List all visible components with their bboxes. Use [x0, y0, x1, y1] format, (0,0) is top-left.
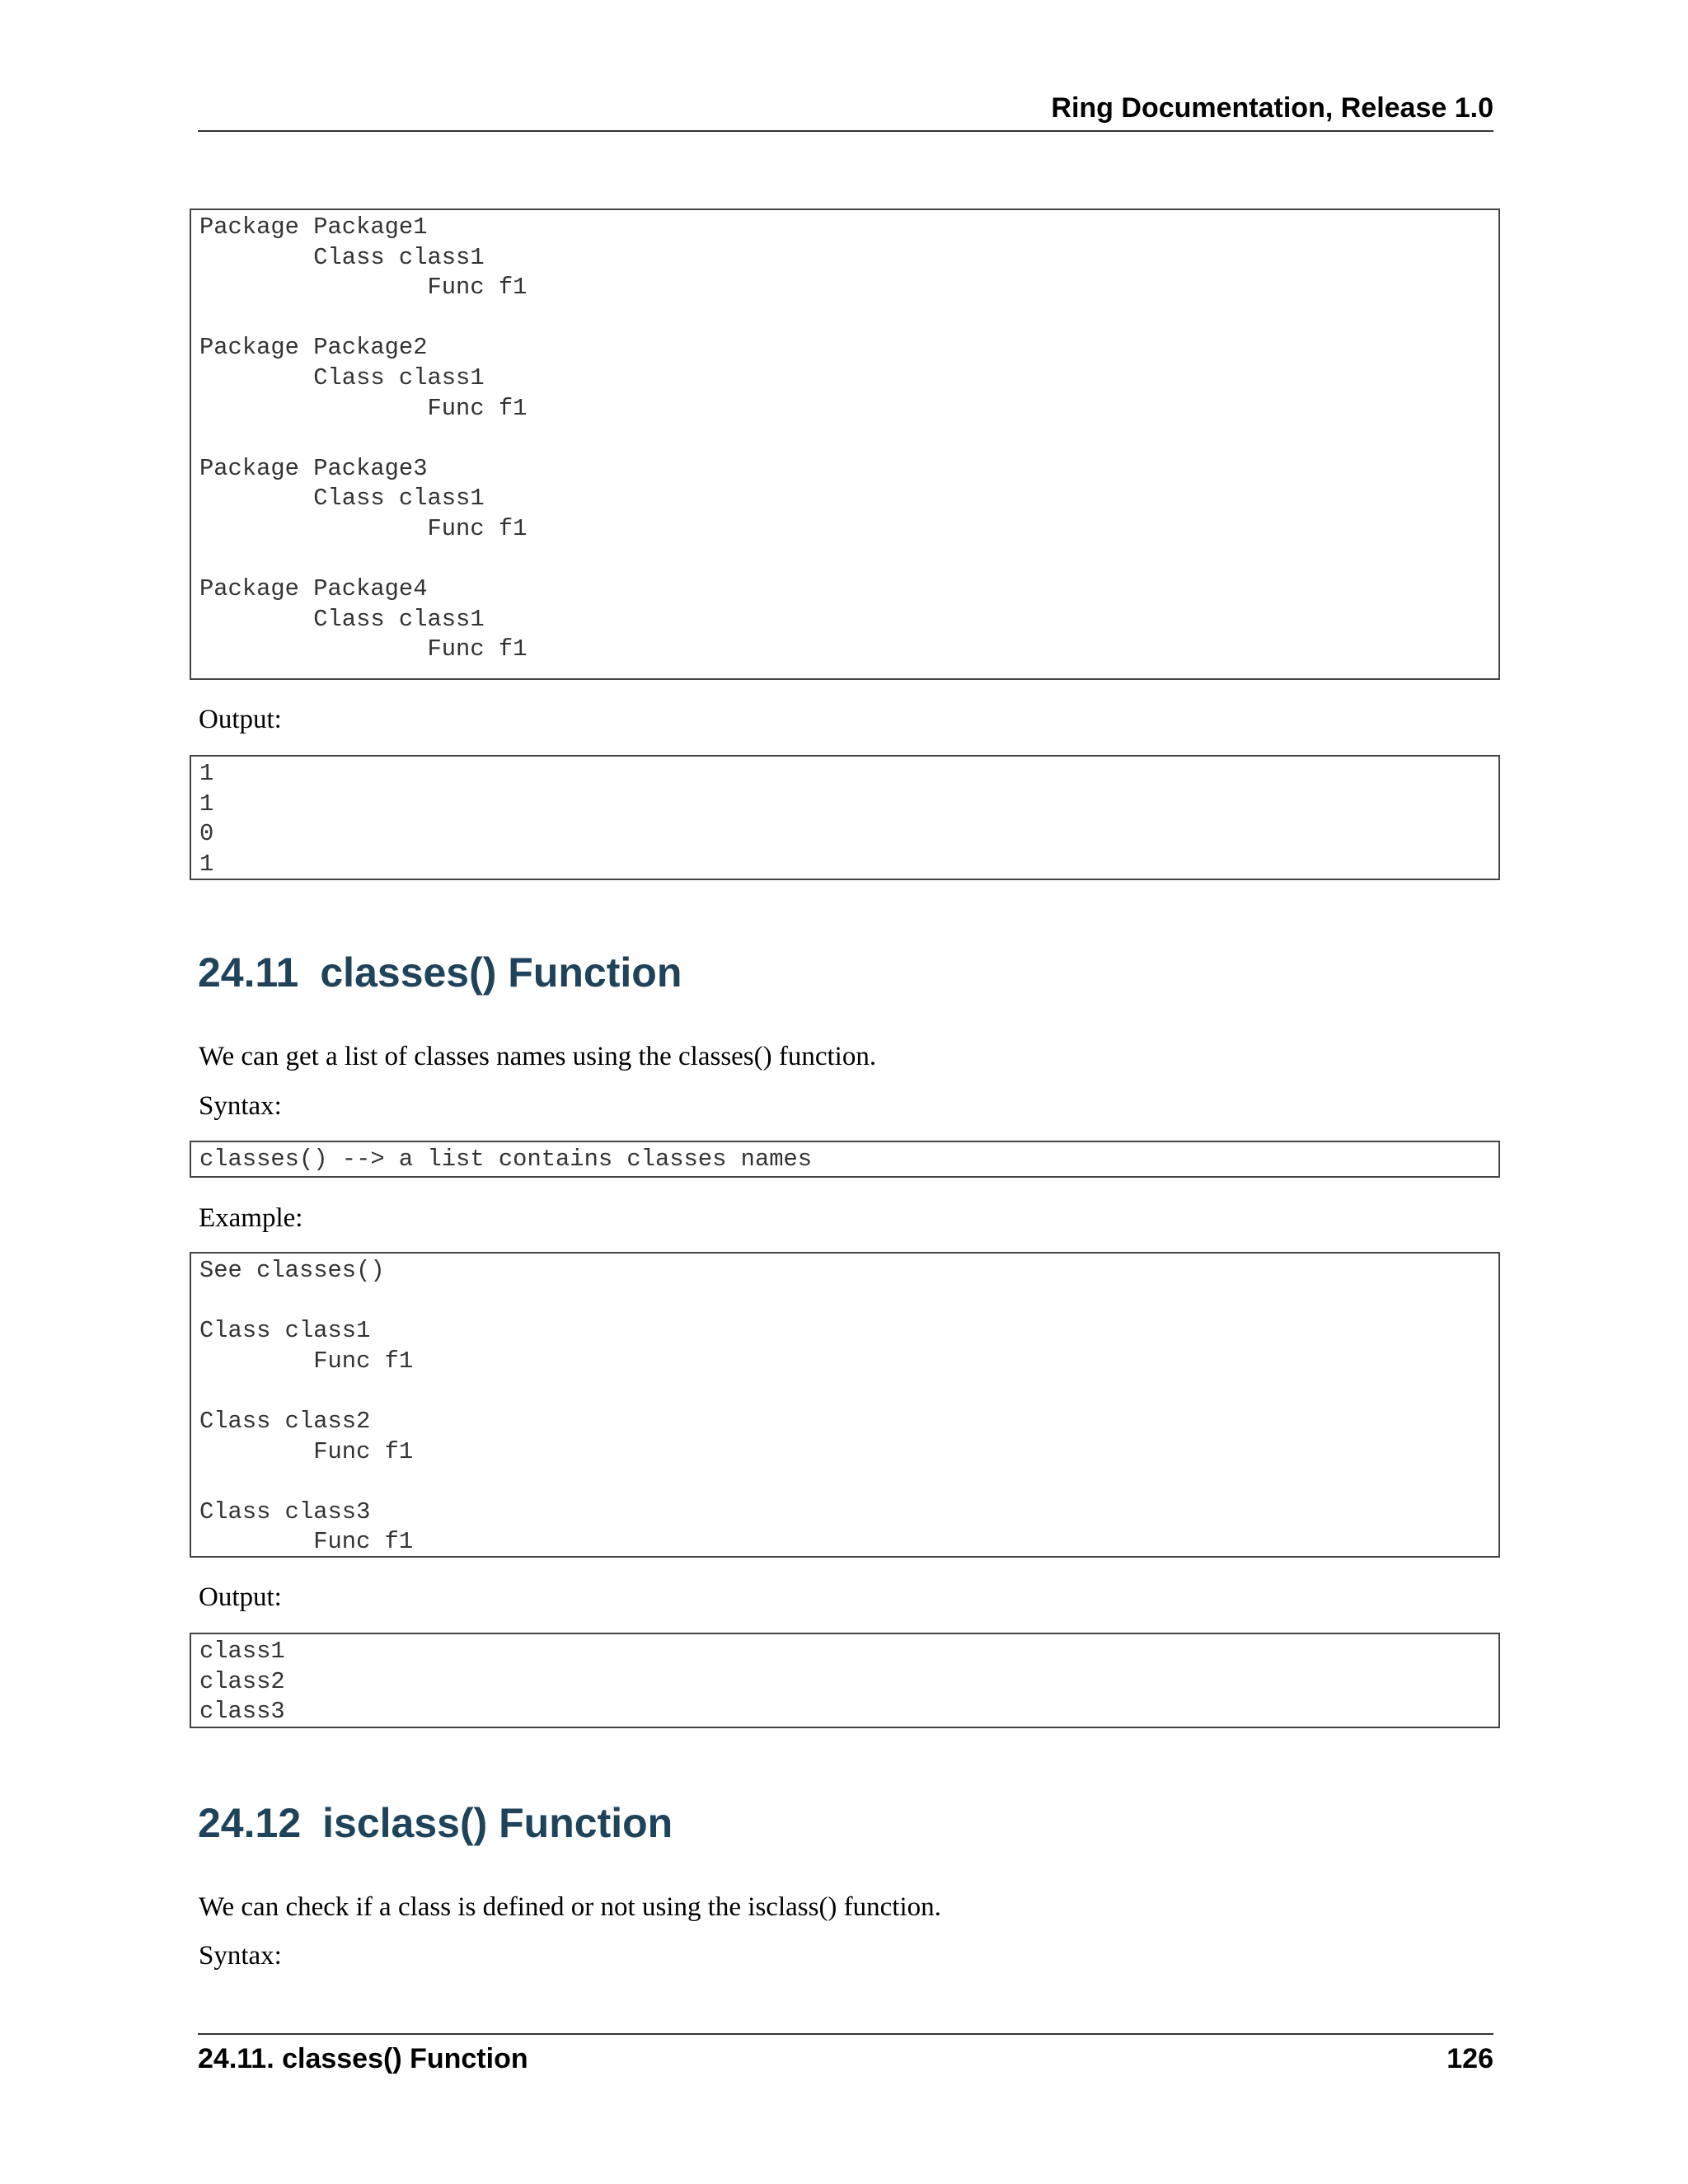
- footer-section-title: 24.11. classes() Function: [198, 2043, 528, 2074]
- output-label: Output:: [199, 1582, 282, 1612]
- page-number: 126: [1447, 2043, 1493, 2074]
- section-description: We can check if a class is defined or not using the isclass() function.: [199, 1892, 941, 1922]
- section-heading-classes: [198, 948, 682, 997]
- section-description: We can get a list of classes names using the classes() function.: [199, 1042, 877, 1071]
- syntax-label: Syntax:: [199, 1941, 282, 1971]
- section-title: isclass() Function: [322, 1800, 673, 1846]
- example-code-block: See classes() Class class1 Func f1 Class class2 Func f1 Class class3 Func f1: [190, 1252, 1500, 1558]
- example-label: Example:: [199, 1203, 303, 1233]
- output-label: Output:: [199, 705, 282, 734]
- output-block: 1 1 0 1: [190, 755, 1500, 880]
- output-block: class1 class2 class3: [190, 1633, 1500, 1728]
- code-block-packages: Package Package1 Class class1 Func f1 Package Package2 Class class1 Func f1 Package Package3 Class class1 Func f1 Package Package4 Class class1 Func f1: [190, 209, 1500, 680]
- header-title: Ring Documentation, Release 1.0: [1051, 92, 1493, 124]
- page-footer: [198, 2033, 1493, 2074]
- syntax-code-block: classes() --> a list contains classes names: [190, 1141, 1500, 1178]
- syntax-label: Syntax:: [199, 1091, 282, 1121]
- section-number: 24.11: [198, 949, 299, 996]
- page-header: [198, 91, 1493, 132]
- section-number: 24.12: [198, 1800, 302, 1846]
- section-heading-isclass: [198, 1798, 673, 1848]
- section-title: classes() Function: [320, 949, 682, 996]
